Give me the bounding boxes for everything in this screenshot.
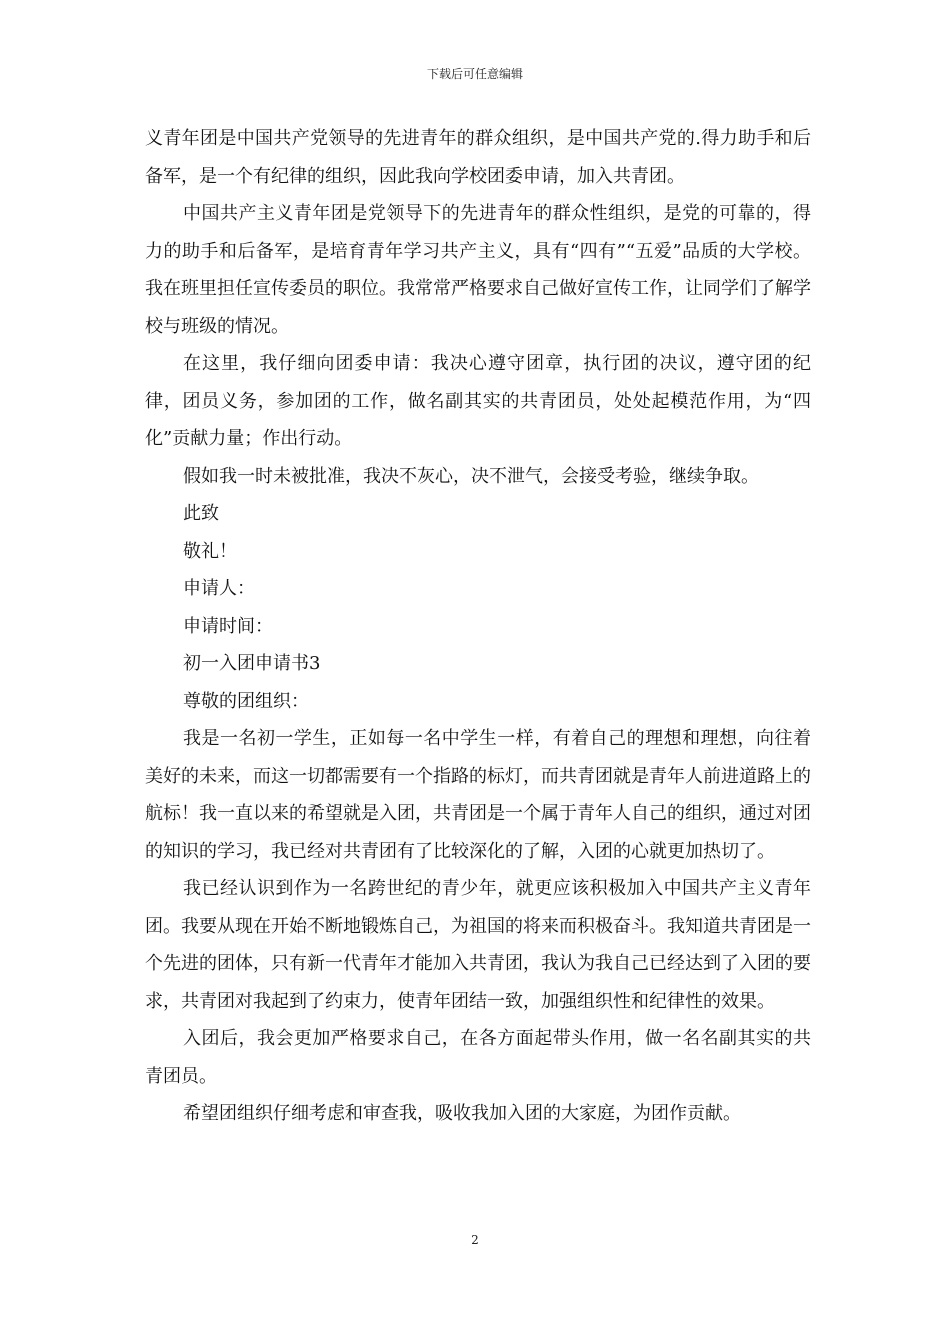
page-header: 下载后可任意编辑 <box>426 67 523 81</box>
salutation-jingli: 敬礼！ <box>183 540 237 562</box>
application-time-label: 申请时间： <box>183 615 273 637</box>
paragraph-1: 义青年团是中国共产党领导的先进青年的群众组织，是中国共产党的.得力助手和后备军，是一个有纪律的组织，因此我向学校团委申请，加入共青团。 <box>145 128 811 187</box>
salutation-cizhi: 此致 <box>183 503 219 524</box>
page-number: 2 <box>471 1233 479 1247</box>
paragraph-6: 我已经认识到作为一名跨世纪的青少年，就更应该积极加入中国共产主义青年团。我要从现在开始不断地锻炼自己，为祖国的将来而积极奋斗。我知道共青团是一个先进的团体，只有新一代青年才能加入共青团，我认为我自己已经达到了入团的要求，共青团对我起到了约束力，使青年团结一致，加强组织性和纪律性的效果。 <box>145 878 811 1012</box>
applicant-label: 申请人： <box>183 578 255 599</box>
document-body <box>145 120 811 1133</box>
paragraph-2: 中国共产主义青年团是党领导下的先进青年的群众性组织，是党的可靠的，得力的助手和后备军，是培育青年学习共产主义，具有“四有”“五爱”品质的大学校。我在班里担任宣传委员的职位。我常常严格要求自己做好宣传工作，让同学们了解学校与班级的情况。 <box>145 203 811 337</box>
paragraph-7: 入团后，我会更加严格要求自己，在各方面起带头作用，做一名名副其实的共青团员。 <box>145 1028 811 1087</box>
paragraph-4: 假如我一时未被批准，我决不灰心，决不泄气，会接受考验，继续争取。 <box>183 465 759 487</box>
section-title: 初一入团申请书3 <box>183 653 321 674</box>
greeting: 尊敬的团组织： <box>183 690 309 712</box>
paragraph-5: 我是一名初一学生，正如每一名中学生一样，有着自己的理想和理想，向往着美好的未来，而这一切都需要有一个指路的标灯，而共青团就是青年人前进道路上的航标！我一直以来的希望就是入团，共青团是一个属于青年人自己的组织，通过对团的知识的学习，我已经对共青团有了比较深化的了解，入团的心就更加热切了。 <box>145 728 811 862</box>
paragraph-8: 希望团组织仔细考虑和审查我，吸收我加入团的大家庭，为团作贡献。 <box>183 1103 741 1124</box>
paragraph-3: 在这里，我仔细向团委申请：我决心遵守团章，执行团的决议，遵守团的纪律，团员义务，参加团的工作，做名副其实的共青团员，处处起模范作用，为“四化”贡献力量；作出行动。 <box>145 353 811 449</box>
